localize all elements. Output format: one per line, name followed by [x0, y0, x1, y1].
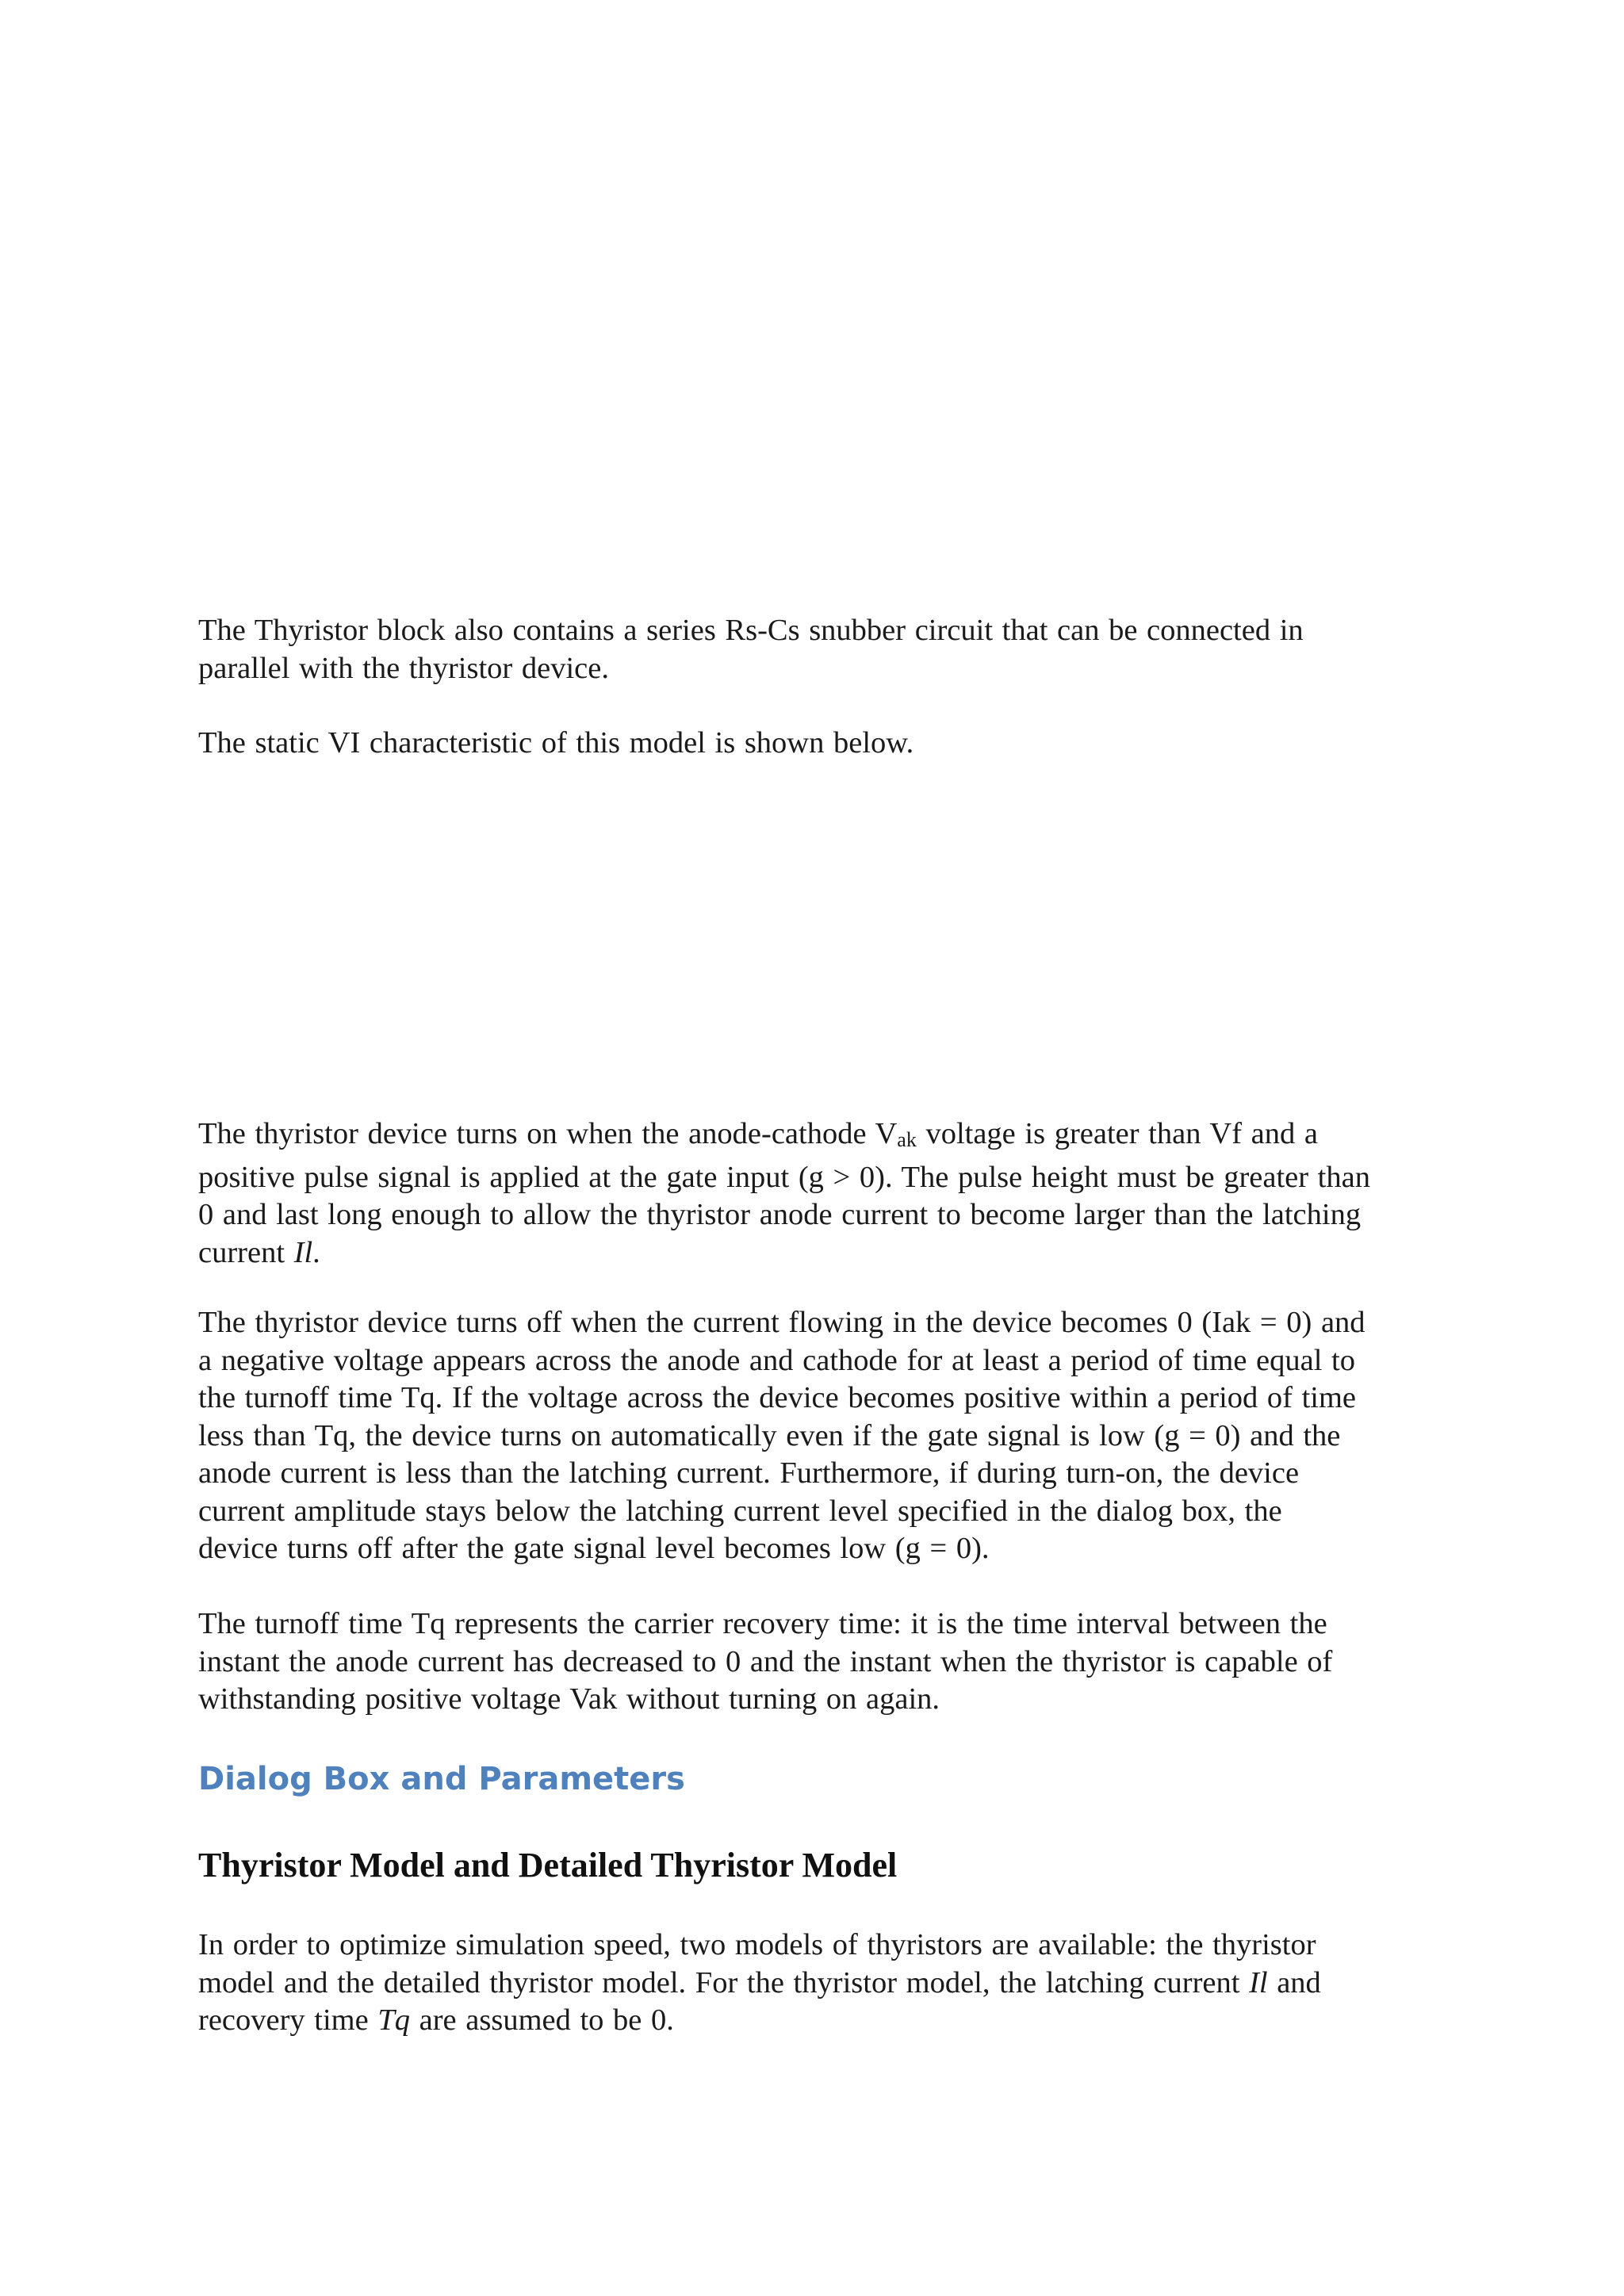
text-line — [198, 1115, 1435, 1159]
paragraph-turn-on — [198, 1115, 1435, 1272]
text-line: The turnoff time Tq represents the carrier recovery time: it is the time interval between the — [198, 1607, 1327, 1640]
paragraph-model-options — [198, 1927, 1435, 2040]
text-fragment: The thyristor device turns on when the anode-cathode V — [198, 1117, 898, 1150]
text-line — [198, 1965, 1435, 2003]
text-line: a negative voltage appears across the anode and cathode for at least a period of time equal to — [198, 1343, 1355, 1377]
text-line: In order to optimize simulation speed, two models of thyristors are available: the thyristor — [198, 1928, 1316, 1961]
text-line: instant the anode current has decreased to 0 and the instant when the thyristor is capable of — [198, 1644, 1333, 1678]
paragraph-vi-characteristic — [198, 725, 1435, 763]
italic-symbol: Il — [1249, 1965, 1268, 1999]
text-fragment: recovery time — [198, 2003, 378, 2037]
italic-symbol: Il — [293, 1235, 313, 1269]
text-line: The Thyristor block also contains a series Rs-Cs snubber circuit that can be connected in — [198, 614, 1304, 647]
text-line: less than Tq, the device turns on automatically even if the gate signal is low (g = 0) and the — [198, 1418, 1341, 1452]
paragraph-turn-off — [198, 1304, 1435, 1568]
text-fragment: voltage is greater than Vf and a — [916, 1117, 1318, 1150]
paragraph-turnoff-time — [198, 1605, 1435, 1719]
text-fragment: current — [198, 1235, 294, 1269]
paragraph-snubber — [198, 612, 1435, 687]
text-line — [198, 1234, 1435, 1272]
text-line: device turns off after the gate signal level becomes low (g = 0). — [198, 1532, 990, 1565]
text-line: the turnoff time Tq. If the voltage across the device becomes positive within a period of time — [198, 1381, 1357, 1414]
text-fragment: are assumed to be 0. — [410, 2003, 674, 2037]
subsection-heading: Thyristor Model and Detailed Thyristor Model — [198, 1846, 898, 1885]
text-line: withstanding positive voltage Vak without turning on again. — [198, 1682, 940, 1716]
text-line: anode current is less than the latching current. Furthermore, if during turn-on, the device — [198, 1456, 1300, 1490]
text-line — [198, 2002, 1435, 2040]
text-line: The thyristor device turns off when the current flowing in the device becomes 0 (Iak = 0) and — [198, 1306, 1365, 1339]
text-line: 0 and last long enough to allow the thyristor anode current to become larger than the latching — [198, 1198, 1362, 1231]
text-fragment: . — [312, 1235, 320, 1269]
text-fragment: and — [1267, 1965, 1321, 1999]
text-line: current amplitude stays below the latching current level specified in the dialog box, the — [198, 1494, 1282, 1528]
text-line: The static VI characteristic of this model is shown below. — [198, 726, 914, 760]
text-line: positive pulse signal is applied at the gate input (g > 0). The pulse height must be greater than — [198, 1160, 1370, 1194]
section-heading: Dialog Box and Parameters — [198, 1761, 685, 1797]
text-line: parallel with the thyristor device. — [198, 651, 609, 685]
italic-symbol: Tq — [377, 2003, 411, 2037]
subscript-ak: ak — [897, 1128, 917, 1151]
text-fragment: model and the detailed thyristor model. For the thyristor model, the latching current — [198, 1965, 1250, 1999]
